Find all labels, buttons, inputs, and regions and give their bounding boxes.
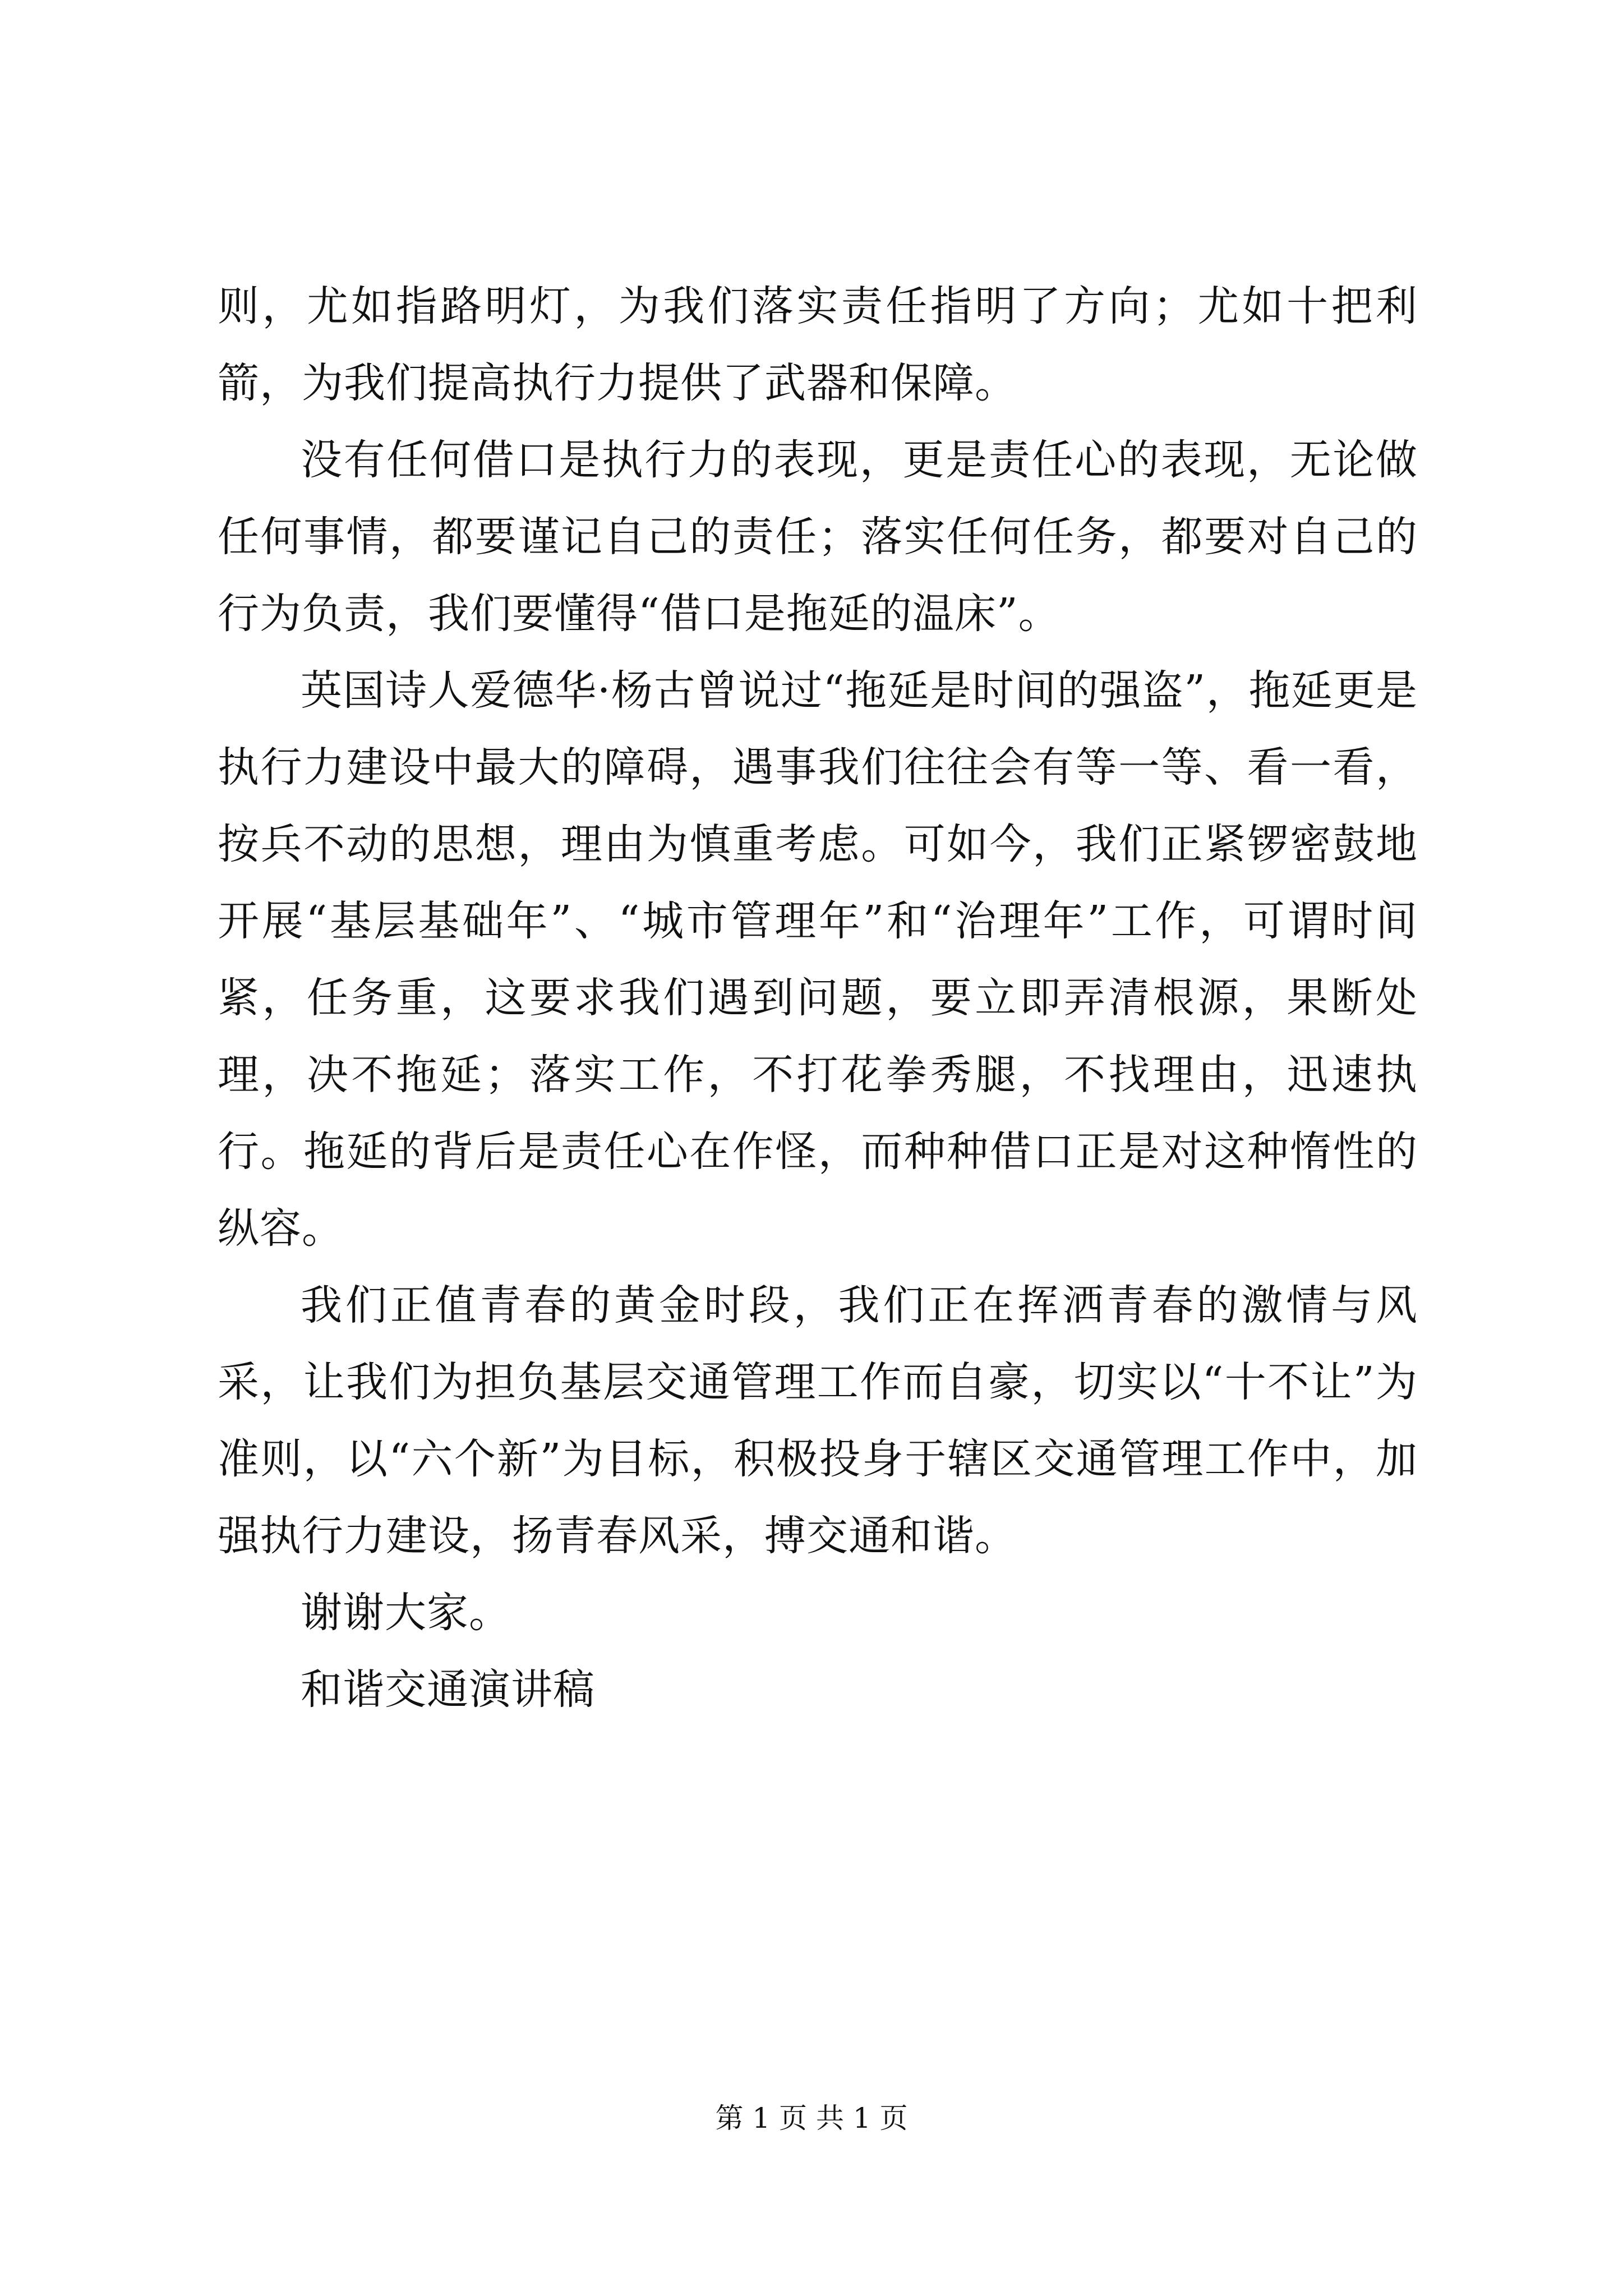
paragraph-thanks: 谢谢大家。 (301, 1589, 511, 1637)
paragraph-procrastination: 英国诗人爱德华·杨古曾说过“拖延是时间的强盗”，拖延更是执行力建设中最大的障碍，遇事我们往往会有等一等、看一看，按兵不动的思想，理由为慎重考虑。可如今，我们正紧锣密鼓地开展“基层基础年”、“城市管理年”和“治理年”工作，可谓时间紧，任务重，这要求我们遇到问题，要立即弄清根源，果断处理，决不拖延；落实工作，不打花拳秀腿，不找理由，迅速执行。拖延的背后是责任心在作怪，而种种借口正是对这种惰性的纵容。 (218, 666, 1418, 1253)
paragraph-excuse: 没有任何借口是执行力的表现，更是责任心的表现，无论做任何事情，都要谨记自己的责任；落实任何任务，都要对自己的行为负责，我们要懂得“借口是拖延的温床”。 (218, 436, 1418, 638)
paragraph-continuation: 则，尤如指路明灯，为我们落实责任指明了方向；尤如十把利箭，为我们提高执行力提供了武器和保障。 (218, 282, 1418, 407)
paragraph-title-next: 和谐交通演讲稿 (301, 1665, 595, 1714)
page-footer: 第 1 页 共 1 页 (715, 2102, 908, 2134)
document-body (218, 268, 1418, 1728)
paragraph-youth: 我们正值青春的黄金时段，我们正在挥洒青春的激情与风采，让我们为担负基层交通管理工作而自豪，切实以“十不让”为准则，以“六个新”为目标，积极投身于辖区交通管理工作中，加强执行力建设，扬青春风采，搏交通和谐。 (218, 1281, 1418, 1560)
